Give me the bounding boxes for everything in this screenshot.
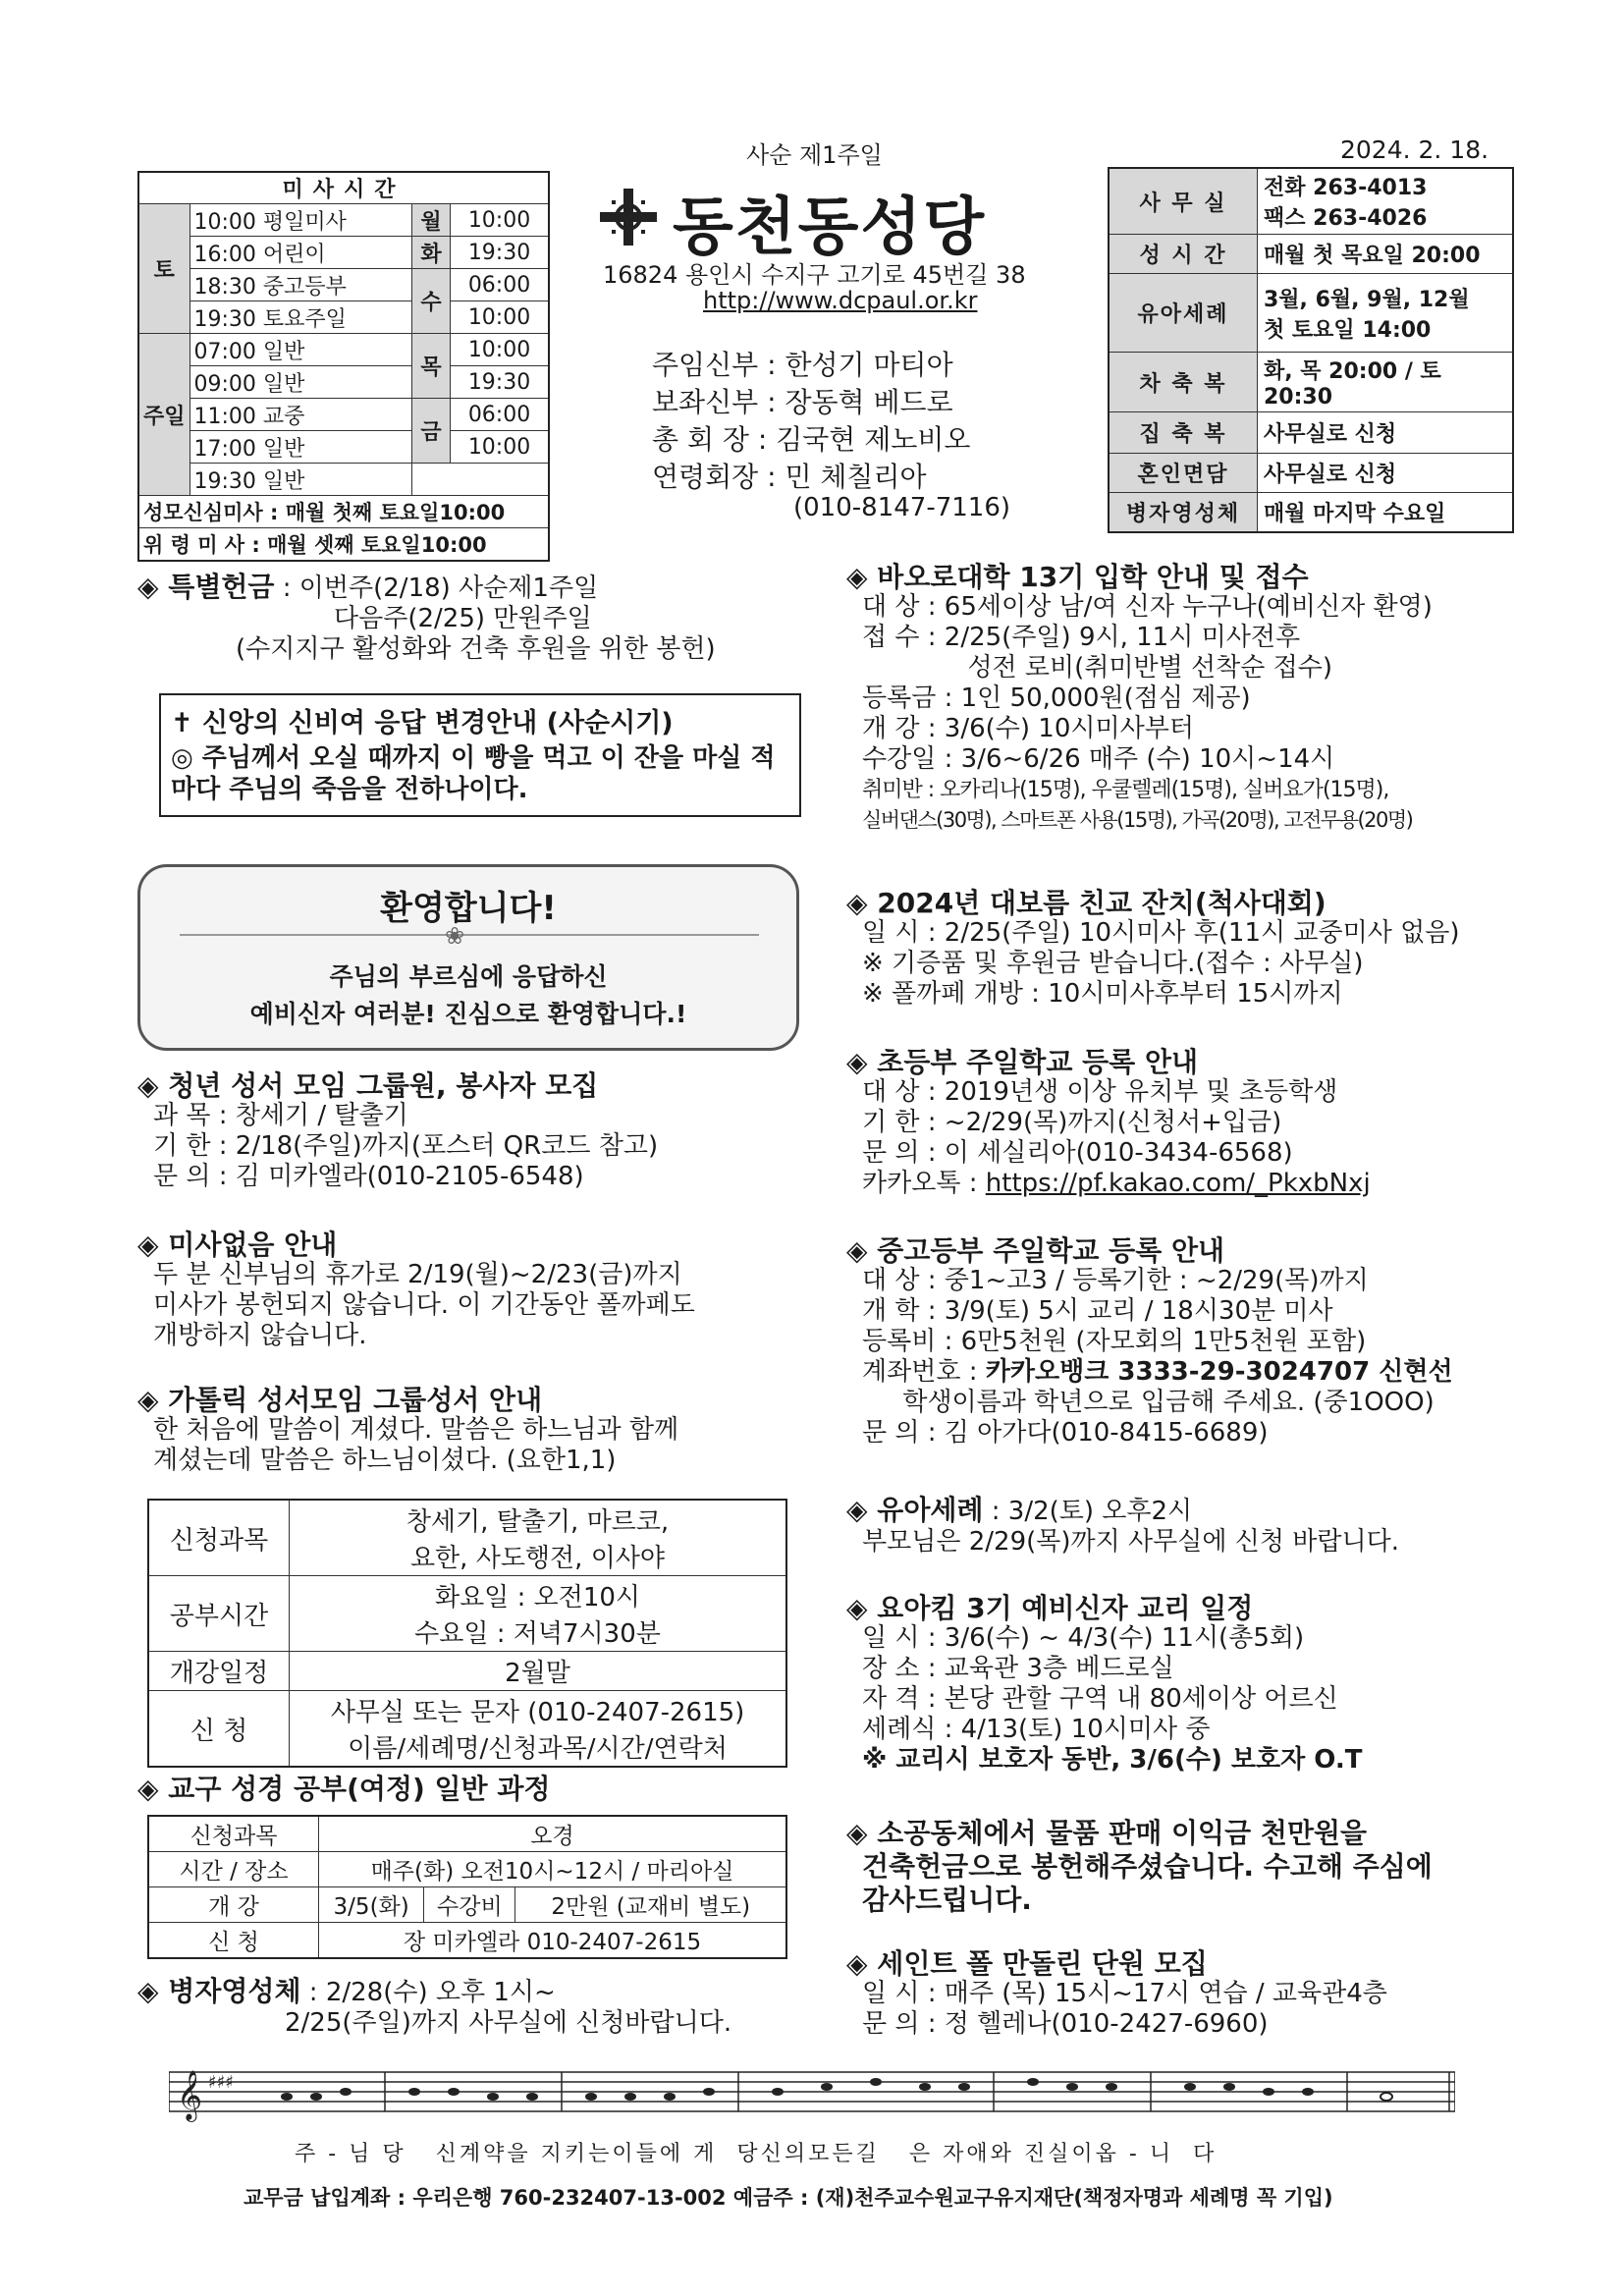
infant-baptism-section: ◈ 유아세례 : 3/2(토) 오후2시 부모님은 2/29(목)까지 사무실에 신청 바랍니다. [846, 1495, 1514, 1558]
infant-line-2: 부모님은 2/29(목)까지 사무실에 신청 바랍니다. [862, 1527, 1399, 1557]
staff-role: 보좌신부 : [652, 386, 777, 418]
sun-mass-3: 11:00 교중 [189, 399, 412, 431]
car-blessing-label: 차 축 복 [1109, 353, 1258, 412]
welcome-line-1: 주님의 부르심에 응답하신 [329, 962, 608, 991]
full-moon-title: 2024년 대보름 친교 잔치(척사대회) [877, 887, 1326, 919]
flower-ornament-icon: ❀ [445, 922, 465, 950]
small-community-title: 소공동체에서 물품 판매 이익금 천만원을 [877, 1817, 1368, 1849]
mass-schedule-table [137, 171, 550, 562]
yoaking-line-4: 세례식 : 4/13(토) 10시미사 중 [862, 1715, 1211, 1744]
sun-mass-2: 09:00 일반 [189, 366, 412, 399]
bible-line-2: 계셨는데 말씀은 하느님이셨다. (요한1,1) [153, 1446, 617, 1475]
liturgical-subtitle: 사순 제1주일 [746, 141, 883, 169]
diocese-bible-section: ◈ 교구 성경 공부(여정) 일반 과정 [137, 1773, 551, 1805]
no-mass-title: 미사없음 안내 [168, 1229, 338, 1261]
elem-line-1: 대 상 : 2019년생 이상 유치부 및 초등학생 [862, 1077, 1338, 1107]
sun-mass-5: 19:30 일반 [189, 464, 412, 496]
house-blessing-value: 사무실로 신청 [1258, 412, 1514, 454]
marriage-label: 혼인면담 [1109, 454, 1258, 493]
faith-response-title: 신앙의 신비여 응답 변경안내 (사순시기) [202, 708, 674, 738]
holy-hour-value: 매월 첫 목요일 20:00 [1258, 235, 1514, 274]
infant-baptism-months: 3월, 6월, 9월, 12월 [1264, 287, 1470, 312]
bulletin-date: 2024. 2. 18. [1340, 136, 1489, 164]
paul-line-3: 성전 로비(취미반별 선착순 접수) [862, 653, 1333, 683]
small-community-section: ◈ 소공동체에서 물품 판매 이익금 천만원을 건축헌금으로 봉헌해주셨습니다. 수고해 주심에 감사드립니다. [846, 1817, 1514, 1917]
office-fax: 팩스 263-4026 [1264, 206, 1428, 231]
infant-baptism-time: 첫 토요일 14:00 [1264, 317, 1432, 343]
staff-name: 김국현 제노비오 [776, 423, 971, 456]
mid-line-1: 대 상 : 중1~고3 / 등록기한 : ~2/29(목)까지 [862, 1266, 1369, 1295]
no-mass-line-1: 두 분 신부님의 휴가로 2/19(월)~2/23(금)까지 [153, 1260, 682, 1289]
mandolin-line-2: 문 의 : 정 헬레나(010-2427-6960) [862, 2009, 1269, 2039]
car-blessing-value: 화, 목 20:00 / 토 20:30 [1258, 353, 1514, 412]
paul-line-5: 개 강 : 3/6(수) 10시미사부터 [862, 714, 1194, 743]
svg-text:♯♯♯: ♯♯♯ [208, 2072, 235, 2093]
church-cross-logo-icon [594, 183, 663, 251]
elementary-school-section: ◈ 초등부 주일학교 등록 안내 대 상 : 2019년생 이상 유치부 및 초등학생 기 한 : ~2/29(목)까지(신청서+입금) 문 의 : 이 세실리아(010-3434-6568) 카카오톡 : https://pf.kakao.com/_PkxbNxj [846, 1047, 1514, 1199]
yoaking-line-2: 장 소 : 교육관 3층 베드로실 [862, 1654, 1174, 1683]
cross-icon: ✝ [171, 708, 193, 738]
elem-line-2: 기 한 : ~2/29(목)까지(신청서+입금) [862, 1108, 1282, 1137]
mass-schedule-title: 미사시간 [138, 172, 549, 204]
catholic-bible-section: ◈ 가톨릭 성서모임 그룹성서 안내 한 처음에 말씀이 계셨다. 말씀은 하느님과 함께 계셨는데 말씀은 하느님이셨다. (요한1,1) [137, 1385, 805, 1476]
moon-line-2: ※ 기증품 및 후원금 받습니다.(접수 : 사무실) [862, 949, 1364, 978]
staff-role: 주임신부 : [652, 349, 777, 381]
paul-line-4: 등록금 : 1인 50,000원(점심 제공) [862, 683, 1251, 713]
sat-mass-2: 16:00 어린이 [189, 237, 412, 269]
staff-name: 장동혁 베드로 [785, 386, 953, 418]
bible-row-label: 개강일정 [148, 1652, 290, 1691]
holy-hour-label: 성 시 간 [1109, 235, 1258, 274]
diocese-start-value: 3/5(화) [319, 1887, 424, 1923]
bible-row-label: 신청과목 [148, 1500, 290, 1576]
diocese-time-value: 매주(화) 오전10시~12시 / 마리아실 [319, 1852, 787, 1887]
staff-pastor [652, 344, 953, 383]
mandolin-section: ◈ 세인트 폴 만돌린 단원 모집 일 시 : 매주 (목) 15시~17시 연습 / 교육관4층 문 의 : 정 헬레나(010-2427-6960) [846, 1948, 1514, 2040]
diocese-contact-value: 장 미카엘라 010-2407-2615 [319, 1923, 787, 1959]
kakao-label: 카카오톡 : [862, 1169, 986, 1198]
staff-role: 총 회 장 : [652, 423, 768, 456]
middle-high-title: 중고등부 주일학교 등록 안내 [877, 1234, 1225, 1267]
faith-response-box [159, 693, 801, 817]
thu-time-1: 10:00 [451, 334, 549, 366]
thu-time-2: 19:30 [451, 366, 549, 399]
special-offering-title: 특별헌금 [168, 571, 275, 603]
hymn-lyrics: 주 - 님 당 신계약을 지키는이들에 게 당신의모든길 은 자애와 진실이옵 - 니 다 [295, 2142, 1218, 2166]
diocese-row-label: 신 청 [148, 1923, 319, 1959]
paul-college-section: ◈ 바오로대학 13기 입학 안내 및 접수 대 상 : 65세이상 남/여 신자 누구나(예비신자 환영) 접 수 : 2/25(주일) 9시, 11시 미사전후 성전 로비(취미반별 선착순 접수) 등록금 : 1인 50,000원(점심 제공) 개 강 : 3/6(수) 10시미사부터 수강일 : 3/6~6/26 매주 (수) 10시~14시 취미반 : 오카리나(15명), 우쿨렐레(15명), 실버요가(15명), 실버댄스(30명), 스마트폰 사용(15명), 가곡(20명), 고전무용(20명) [846, 562, 1514, 836]
sun-mass-1: 07:00 일반 [189, 334, 412, 366]
svg-text:𝄞: 𝄞 [177, 2070, 203, 2120]
account-label: 계좌번호 : [862, 1357, 986, 1387]
infant-baptism-title: 유아세례 [877, 1494, 984, 1526]
sun-mass-4: 17:00 일반 [189, 431, 412, 464]
office-label: 사 무 실 [1109, 168, 1258, 235]
bible-row-label: 공부시간 [148, 1576, 290, 1652]
paul-line-6: 수강일 : 3/6~6/26 매주 (수) 10시~14시 [862, 744, 1335, 774]
diocese-row-label: 개 강 [148, 1887, 319, 1923]
fri-time-2: 10:00 [451, 431, 549, 464]
moon-line-1: 일 시 : 2/25(주일) 10시미사 후(11시 교중미사 없음) [862, 918, 1460, 948]
saturday-label: 토 [138, 204, 189, 334]
tue-time: 19:30 [451, 237, 549, 269]
youth-line-3: 문 의 : 김 미카엘라(010-2105-6548) [153, 1162, 584, 1191]
welcome-banner [137, 864, 799, 1051]
weekday-thu: 목 [412, 334, 451, 399]
welcome-divider [180, 934, 759, 936]
staff-president [652, 418, 970, 458]
bible-apply-line-1: 사무실 또는 문자 (010-2407-2615) [330, 1698, 745, 1727]
staff-phone: (010-8147-7116) [793, 493, 1011, 522]
yoaking-catechism-section: ◈ 요아킴 3기 예비신자 교리 일정 일 시 : 3/6(수) ~ 4/3(수) 11시(총5회) 장 소 : 교육관 3층 베드로실 자 격 : 본당 관할 구역 내 80세이상 어르신 세례식 : 4/13(토) 10시미사 중 ※ 교리시 보호자 동반, 3/6(수) 보호자 O.T [846, 1593, 1514, 1776]
footer-account-info: 교무금 납입계좌 : 우리은행 760-232407-13-002 예금주 : (재)천주교수원교구유지재단(책정자명과 세례명 꼭 기입) [244, 2186, 1333, 2210]
weekday-wed: 수 [412, 269, 451, 334]
offering-line-2: 다음주(2/25) 만원주일 [334, 604, 592, 633]
weekday-fri: 금 [412, 399, 451, 464]
kakao-link[interactable]: https://pf.kakao.com/_PkxbNxj [985, 1169, 1371, 1198]
bible-study-table [147, 1499, 787, 1768]
elem-line-3: 문 의 : 이 세실리아(010-3434-6568) [862, 1138, 1293, 1168]
diocese-fee-value: 2만원 (교재비 별도) [515, 1887, 786, 1923]
yoaking-line-1: 일 시 : 3/6(수) ~ 4/3(수) 11시(총5회) [862, 1623, 1305, 1653]
bible-course-line-2: 요한, 사도행전, 이사야 [409, 1544, 666, 1573]
sunday-label: 주일 [138, 334, 189, 496]
faith-response-text: ◎ 주님께서 오실 때까지 이 빵을 먹고 이 잔을 마실 적마다 주님의 죽음을 전하나이다. [171, 743, 776, 804]
church-name: 동천동성당 [673, 191, 987, 264]
welcome-title: 환영합니다! [380, 889, 557, 928]
sick-communion-title: 병자영성체 [168, 1975, 301, 2007]
bible-line-1: 한 처음에 말씀이 계셨다. 말씀은 하느님과 함께 [153, 1415, 679, 1445]
bible-time-line-2: 수요일 : 저녁7시30분 [414, 1619, 661, 1649]
marian-mass-note: 성모신심미사 : 매월 첫째 토요일10:00 [138, 496, 549, 528]
wed-time-1: 06:00 [451, 269, 549, 301]
offering-line-1: : 이번주(2/18) 사순제1주일 [274, 574, 599, 603]
diocese-bible-title: 교구 성경 공부(여정) 일반 과정 [168, 1773, 551, 1805]
staff-name: 한성기 마티아 [785, 349, 953, 381]
youth-line-1: 과 목 : 창세기 / 탈출기 [153, 1101, 408, 1130]
moon-line-3: ※ 폴까페 개방 : 10시미사후부터 15시까지 [862, 979, 1343, 1009]
no-mass-line-3: 개방하지 않습니다. [153, 1321, 367, 1350]
special-offering-title-wrap: ◈ 특별헌금 [137, 571, 275, 603]
bible-time-line-1: 화요일 : 오전10시 [434, 1583, 641, 1613]
office-info-table [1108, 167, 1514, 533]
weekday-tue: 화 [412, 237, 451, 269]
wed-time-2: 10:00 [451, 301, 549, 334]
bible-apply-line-2: 이름/세례명/신청과목/시간/연락처 [348, 1734, 728, 1764]
diocese-course-value: 오경 [319, 1816, 787, 1852]
youth-bible-title: 청년 성서 모임 그룹원, 봉사자 모집 [168, 1069, 599, 1102]
yoaking-note: ※ 교리시 보호자 동반, 3/6(수) 보호자 O.T [862, 1745, 1363, 1775]
youth-bible-section: ◈ 청년 성서 모임 그룹원, 봉사자 모집 과 목 : 창세기 / 탈출기 기 한 : 2/18(주일)까지(포스터 QR코드 참고) 문 의 : 김 미카엘라(010-2105-6548) [137, 1070, 805, 1192]
account-number: 카카오뱅크 3333-29-3024707 신현선 [985, 1357, 1453, 1387]
staff-role: 연령회장 : [652, 461, 777, 493]
mandolin-line-1: 일 시 : 매주 (목) 15시~17시 연습 / 교육관4층 [862, 1979, 1387, 2008]
mon-time: 10:00 [451, 204, 549, 237]
mid-line-3: 등록비 : 6만5천원 (자모회의 1만5천원 포함) [862, 1327, 1367, 1356]
elementary-title: 초등부 주일학교 등록 안내 [877, 1046, 1199, 1078]
staff-assistant [652, 381, 953, 420]
marriage-value: 사무실로 신청 [1258, 454, 1514, 493]
bible-course-line-1: 창세기, 탈출기, 마르코, [406, 1507, 670, 1537]
sick-communion-section: ◈ 병자영성체 : 2/28(수) 오후 1시~ 2/25(주일)까지 사무실에 신청바랍니다. [137, 1976, 805, 2039]
paul-line-2: 접 수 : 2/25(주일) 9시, 11시 미사전후 [862, 623, 1301, 652]
small-community-line-3: 감사드립니다. [862, 1884, 1032, 1916]
sat-mass-3: 18:30 중고등부 [189, 269, 412, 301]
sick-communion-value: 매월 마지막 수요일 [1258, 493, 1514, 532]
mid-deposit-note: 학생이름과 학년으로 입금해 주세요. (중1OOO) [862, 1388, 1435, 1417]
weekday-mon: 월 [412, 204, 451, 237]
sick-communion-label: 병자영성체 [1109, 493, 1258, 532]
sat-mass-4: 19:30 토요주일 [189, 301, 412, 334]
sat-mass-1: 10:00 평일미사 [189, 204, 412, 237]
no-mass-line-2: 미사가 봉헌되지 않습니다. 이 기간동안 폴까페도 [153, 1290, 695, 1320]
music-staff-icon [169, 2052, 1455, 2131]
diocese-row-label: 신청과목 [148, 1816, 319, 1852]
no-mass-section: ◈ 미사없음 안내 두 분 신부님의 휴가로 2/19(월)~2/23(금)까지 미사가 봉헌되지 않습니다. 이 기간동안 폴까페도 개방하지 않습니다. [137, 1230, 805, 1351]
fri-time-1: 06:00 [451, 399, 549, 431]
youth-line-2: 기 한 : 2/18(주일)까지(포스터 QR코드 참고) [153, 1131, 659, 1161]
paul-college-title: 바오로대학 13기 입학 안내 및 접수 [877, 561, 1309, 593]
infant-line-1: : 3/2(토) 오후2시 [983, 1497, 1193, 1526]
mid-contact: 문 의 : 김 아가다(010-8415-6689) [862, 1418, 1269, 1448]
sick-line-1: : 2/28(수) 오후 1시~ [300, 1978, 556, 2007]
welcome-line-2: 예비신자 여러분! 진심으로 환영합니다.! [249, 1000, 687, 1028]
office-phone: 전화 263-4013 [1264, 176, 1428, 200]
yoaking-line-3: 자 격 : 본당 관할 구역 내 80세이상 어르신 [862, 1684, 1338, 1714]
mid-line-2: 개 학 : 3/9(토) 5시 교리 / 18시30분 미사 [862, 1296, 1333, 1326]
house-blessing-label: 집 축 복 [1109, 412, 1258, 454]
church-website-link[interactable]: http://www.dcpaul.or.kr [703, 287, 978, 314]
yoaking-title: 요아킴 3기 예비신자 교리 일정 [877, 1592, 1254, 1624]
church-address: 16824 용인시 수지구 고기로 45번길 38 [603, 261, 1026, 289]
special-offering-section [137, 572, 805, 665]
infant-baptism-label: 유아세례 [1109, 274, 1258, 353]
catholic-bible-title: 가톨릭 성서모임 그룹성서 안내 [168, 1384, 543, 1416]
full-moon-section: ◈ 2024년 대보름 친교 잔치(척사대회) 일 시 : 2/25(주일) 10시미사 후(11시 교중미사 없음) ※ 기증품 및 후원금 받습니다.(접수 : 사무실) ※ 폴까페 개방 : 10시미사후부터 15시까지 [846, 888, 1514, 1010]
small-community-line-2: 건축헌금으로 봉헌해주셨습니다. 수고해 주심에 [862, 1850, 1433, 1883]
diocese-fee-label: 수강비 [424, 1887, 515, 1923]
mandolin-title: 세인트 폴 만돌린 단원 모집 [877, 1947, 1208, 1980]
staff-funeral-head [652, 456, 927, 495]
requiem-mass-note: 위 령 미 사 : 매월 셋째 토요일10:00 [138, 528, 549, 562]
bible-row-label: 신 청 [148, 1691, 290, 1768]
paul-line-7: 취미반 : 오카리나(15명), 우쿨렐레(15명), 실버요가(15명), [862, 778, 1389, 802]
offering-line-3: (수지지구 활성화와 건축 후원을 위한 봉헌) [236, 634, 716, 664]
diocese-course-table [147, 1815, 787, 1959]
sick-line-2: 2/25(주일)까지 사무실에 신청바랍니다. [285, 2008, 732, 2038]
diocese-row-label: 시간 / 장소 [148, 1852, 319, 1887]
paul-line-8: 실버댄스(30명), 스마트폰 사용(15명), 가곡(20명), 고전무용(20명) [862, 808, 1413, 832]
staff-name: 민 체칠리아 [785, 461, 927, 493]
bible-start-value: 2월말 [290, 1652, 787, 1691]
middle-high-school-section: ◈ 중고등부 주일학교 등록 안내 대 상 : 중1~고3 / 등록기한 : ~2/29(목)까지 개 학 : 3/9(토) 5시 교리 / 18시30분 미사 등록비 : 6만5천원 (자모회의 1만5천원 포함) 계좌번호 : 카카오뱅크 3333-29-3024707 신현선 학생이름과 학년으로 입금해 주세요. (중1OOO) 문 의 : 김 아가다(010-8415-6689) [846, 1235, 1514, 1449]
paul-line-1: 대 상 : 65세이상 남/여 신자 누구나(예비신자 환영) [862, 592, 1433, 622]
